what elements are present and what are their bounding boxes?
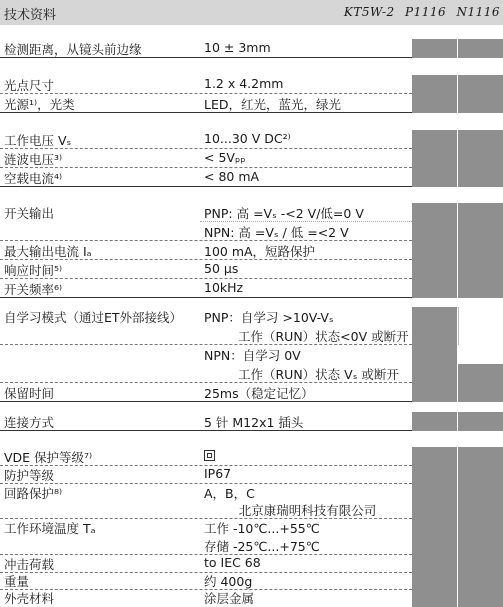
spec-value: 1.2 x 4.2mm [204,76,284,91]
spec-row [0,94,503,113]
spec-value: NPN: 高 =Vₛ / 低 =<2 V [204,225,349,240]
spec-value: 涂层金属 [204,591,255,606]
spec-row [0,536,503,555]
spec-row [0,465,503,484]
spec-label: 冲击荷载 [4,557,55,572]
model-code: KT5W-2 [343,5,395,19]
spec-value: < 80 mA [204,169,260,184]
spec-label: 检测距离，从镜头前边缘 [4,42,142,57]
spec-label: 保留时间 [4,386,55,401]
spec-label: 开关频率⁶⁾ [4,282,63,297]
company-name: 北京康瑞明科技有限公司 [238,503,377,518]
spec-label: 响应时间⁵⁾ [4,263,63,278]
spec-value: NPN：自学习 0V [204,348,301,363]
header-bar [0,0,503,25]
spec-row [0,203,503,222]
spec-row [0,364,503,383]
spec-label: 连接方式 [4,415,55,430]
spec-value: 50 μs [204,261,239,276]
spec-value: 工作 -10℃...+55℃ [204,521,320,536]
spec-value: 100 mA，短路保护 [204,244,316,259]
spec-label: 光点尺寸 [4,78,55,93]
spec-row [0,149,503,168]
spec-value: 约 400g [204,574,253,589]
spec-value: 工作（RUN）状态 Vₛ 或断开 [238,367,399,382]
spec-row [0,307,503,326]
spec-row [0,168,503,187]
spec-label: 光源¹⁾，光类 [4,97,75,112]
spec-value: 5 针 M12x1 插头 [204,415,304,430]
spec-label: 重量 [4,574,30,589]
spec-row [0,383,503,402]
spec-label: 工作环境温度 Tₐ [4,521,96,536]
spec-label: 最大输出电流 Iₐ [4,244,92,259]
spec-row [0,241,503,260]
spec-row [0,518,503,537]
model-codes [338,5,500,19]
spec-row [0,39,503,58]
model-code: P1116 [405,5,447,19]
spec-label: 空载电流⁴⁾ [4,171,63,186]
page-title: 技术资料 [4,8,57,23]
spec-row [0,326,503,345]
spec-row [0,130,503,149]
spec-value: 存储 -25℃...+75℃ [204,539,320,554]
spec-value: LED，红光，蓝光，绿光 [204,97,341,112]
spec-label: 自学习模式（通过ET外部接线） [4,310,183,325]
spec-value [204,448,215,463]
spec-value: IP67 [204,466,232,481]
spec-value: 10...30 V DC²⁾ [204,131,291,146]
spec-row [0,412,503,431]
model-code: N1116 [456,5,500,19]
spec-label: 开关输出 [4,206,55,221]
spec-value: PNP：自学习 >10V-Vₛ [204,310,334,325]
spec-row [0,500,503,519]
spec-label: VDE 保护等级⁷⁾ [4,450,93,465]
spec-label: 回路保护⁸⁾ [4,486,63,501]
spec-row [0,279,503,298]
spec-row [0,447,503,466]
spec-value: A，B，C [204,486,255,501]
spec-row [0,260,503,279]
spec-value: PNP: 高 =Vₛ -<2 V/低=0 V [204,206,364,221]
spec-label: 外壳材料 [4,591,55,606]
spec-label: 涟波电压³⁾ [4,152,63,167]
spec-row [0,222,503,241]
spec-value: < 5Vₚₚ [204,150,246,165]
spec-value: to IEC 68 [204,555,261,570]
spec-value: 10kHz [204,280,244,295]
spec-value: 工作（RUN）状态<0V 或断开 [238,329,409,344]
protection-class-icon [204,450,215,461]
spec-value: 10 ± 3mm [204,40,271,55]
spec-row [0,588,503,607]
spec-row [0,75,503,94]
spec-label: 防护等级 [4,468,55,483]
spec-label: 工作电压 Vₛ [4,133,72,148]
spec-row [0,345,503,364]
spec-value: 25ms（稳定记忆） [204,386,314,401]
